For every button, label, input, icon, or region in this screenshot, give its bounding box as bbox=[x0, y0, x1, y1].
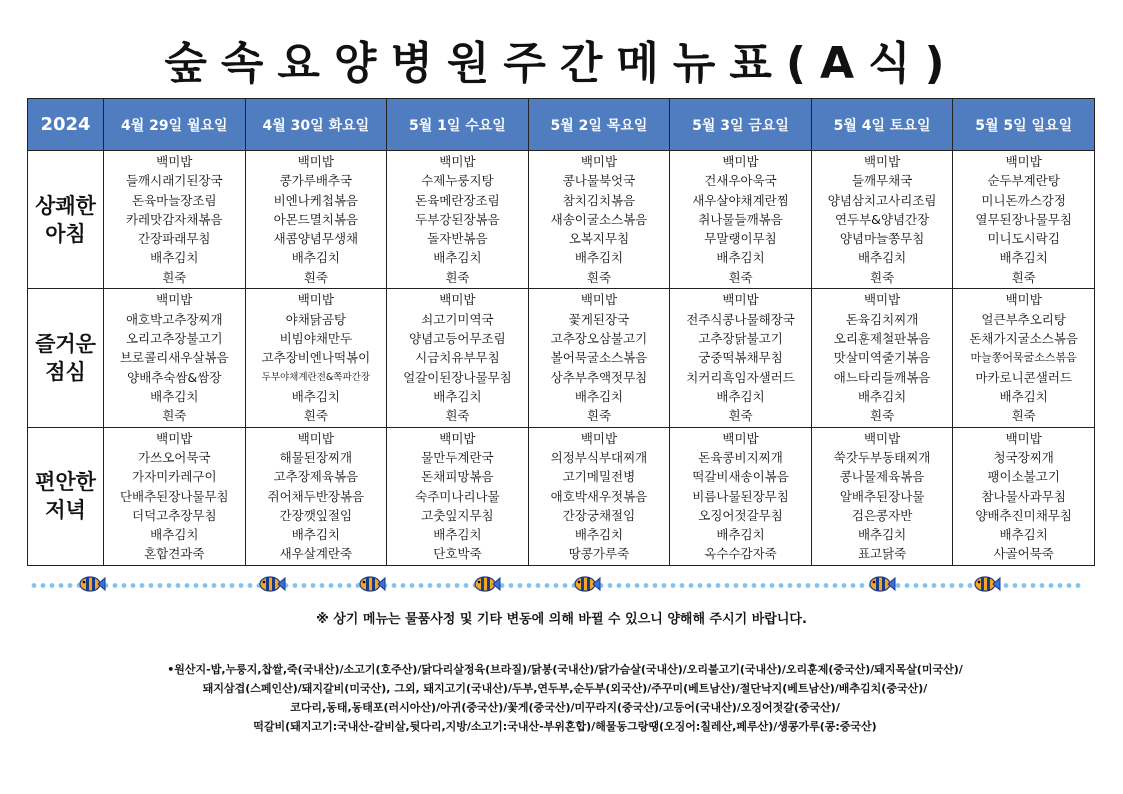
bubble-dot bbox=[554, 583, 559, 588]
menu-item: 참나물사과무침 bbox=[981, 488, 1066, 504]
fish-icon bbox=[870, 577, 895, 591]
menu-item: 오리훈제철판볶음 bbox=[833, 330, 931, 346]
menu-item: 양념고등어무조림 bbox=[409, 330, 506, 346]
menu-item: 표고닭죽 bbox=[857, 546, 907, 562]
bubble-dot bbox=[50, 583, 55, 588]
bubble-dot bbox=[743, 583, 748, 588]
menu-item: 알배추된장나물 bbox=[839, 488, 925, 504]
menu-item: 애느타리들깨볶음 bbox=[833, 369, 931, 385]
bubble-dot bbox=[707, 583, 712, 588]
menu-item: 미니돈까스강정 bbox=[981, 192, 1066, 208]
bubble-dot bbox=[464, 583, 469, 588]
menu-item: 흰죽 bbox=[162, 408, 187, 424]
menu-item: 얼갈이된장나물무침 bbox=[403, 369, 512, 385]
bubble-dot bbox=[230, 583, 235, 588]
bubble-dot bbox=[1013, 583, 1018, 588]
menu-item: 간장깻잎절임 bbox=[279, 507, 353, 523]
bubble-dot bbox=[698, 583, 703, 588]
bubble-dot bbox=[914, 583, 919, 588]
bubble-dot bbox=[302, 583, 307, 588]
meal-row bbox=[28, 427, 1095, 565]
menu-item: 순두부계란탕 bbox=[987, 173, 1060, 189]
bubble-dot bbox=[428, 583, 433, 588]
menu-item: 배추김치 bbox=[574, 527, 624, 543]
menu-item: 백미밥 bbox=[863, 154, 901, 169]
menu-cell bbox=[811, 151, 953, 289]
menu-item: 백미밥 bbox=[439, 292, 476, 308]
menu-item: 배추김치 bbox=[291, 527, 340, 543]
meal-label bbox=[28, 427, 104, 565]
bubble-dot bbox=[59, 583, 64, 588]
menu-item: 볼어묵굴소스볶음 bbox=[550, 350, 648, 366]
menu-item: 백미밥 bbox=[580, 430, 618, 446]
menu-item: 돈육마늘장조림 bbox=[132, 192, 217, 208]
menu-item: 단호박죽 bbox=[433, 546, 482, 562]
menu-item: 흰죽 bbox=[728, 408, 753, 424]
menu-item: 마카로니콘샐러드 bbox=[975, 369, 1072, 385]
menu-item: 수제누룽지탕 bbox=[421, 173, 494, 189]
menu-item: 백미밥 bbox=[580, 292, 618, 308]
meal-label-line: 저녁 bbox=[45, 498, 86, 523]
menu-item: 새송이굴소스볶음 bbox=[550, 211, 648, 227]
fish-icon bbox=[80, 577, 105, 591]
menu-item: 배추김치 bbox=[999, 388, 1048, 404]
menu-cell bbox=[528, 289, 670, 427]
bubble-dot bbox=[1022, 583, 1027, 588]
menu-cell bbox=[387, 289, 529, 427]
meal-label-line: 즐거운 bbox=[35, 331, 96, 356]
menu-item: 배추김치 bbox=[999, 527, 1048, 543]
bubble-dot bbox=[1004, 583, 1009, 588]
menu-item: 백미밥 bbox=[156, 292, 193, 308]
day-header: 5월 5일 일요일 bbox=[953, 99, 1095, 151]
day-header: 4월 29일 월요일 bbox=[104, 99, 246, 151]
menu-item: 콩나물북엇국 bbox=[562, 173, 636, 189]
menu-item: 고추장닭불고기 bbox=[698, 330, 783, 346]
menu-item: 오리고추장불고기 bbox=[125, 330, 223, 346]
notice-text: ※ 상기 메뉴는 물품사정 및 기타 변동에 의해 바뀔 수 있으니 양해해 주시기 바랍니다. bbox=[316, 612, 807, 627]
menu-item: 백미밥 bbox=[439, 430, 476, 446]
menu-item: 백미밥 bbox=[722, 430, 759, 446]
menu-item: 백미밥 bbox=[1005, 154, 1042, 169]
bubble-dot bbox=[320, 583, 325, 588]
menu-item: 건새우아욱국 bbox=[704, 173, 777, 189]
menu-cell bbox=[670, 289, 812, 427]
menu-item: 혼합견과죽 bbox=[144, 546, 205, 562]
bubble-dot bbox=[140, 583, 145, 588]
bubble-dot bbox=[338, 583, 343, 588]
menu-item: 흰죽 bbox=[445, 269, 470, 285]
menu-item: 배추김치 bbox=[857, 250, 907, 266]
menu-item: 해물된장찌개 bbox=[279, 449, 353, 465]
menu-item: 돈채피망볶음 bbox=[421, 469, 494, 485]
bubble-dot bbox=[896, 583, 901, 588]
menu-item: 얼큰부추오리탕 bbox=[981, 311, 1066, 327]
menu-item: 고추장오삼불고기 bbox=[550, 330, 648, 346]
menu-item: 단배추된장나물무침 bbox=[119, 488, 229, 504]
menu-item: 브로콜리새우살볶음 bbox=[119, 350, 229, 366]
menu-item: 땅콩가루죽 bbox=[568, 546, 630, 562]
bubble-dot bbox=[842, 583, 847, 588]
bubble-dot bbox=[680, 583, 685, 588]
bubble-dot bbox=[716, 583, 721, 588]
menu-item: 백미밥 bbox=[156, 154, 193, 169]
menu-item: 배추김치 bbox=[433, 388, 482, 404]
meal-label-line: 아침 bbox=[45, 221, 86, 246]
bubble-dot bbox=[563, 583, 568, 588]
bubble-dot bbox=[437, 583, 442, 588]
meal-row bbox=[28, 289, 1095, 427]
menu-cell bbox=[245, 151, 387, 289]
menu-cell bbox=[104, 427, 246, 565]
bubble-dot bbox=[644, 583, 649, 588]
menu-item: 백미밥 bbox=[722, 292, 759, 308]
bubble-dot bbox=[815, 583, 820, 588]
menu-item: 백미밥 bbox=[297, 154, 334, 169]
header-row bbox=[28, 99, 1095, 151]
bubble-dot bbox=[410, 583, 415, 588]
bubble-dot bbox=[248, 583, 253, 588]
menu-item: 배추김치 bbox=[433, 250, 482, 266]
bubble-dot bbox=[725, 583, 730, 588]
menu-item: 배추김치 bbox=[291, 250, 340, 266]
menu-item: 쇠고기미역국 bbox=[421, 311, 494, 327]
menu-cell bbox=[953, 427, 1095, 565]
menu-item: 흰죽 bbox=[445, 408, 470, 424]
bubble-dot bbox=[149, 583, 154, 588]
menu-item: 돈육메란장조림 bbox=[415, 192, 500, 208]
menu-item: 흰죽 bbox=[1011, 269, 1036, 285]
bubble-dot bbox=[212, 583, 217, 588]
bubble-dot bbox=[203, 583, 208, 588]
menu-item: 검은콩자반 bbox=[851, 507, 913, 523]
weekly-menu-table bbox=[27, 98, 1095, 566]
bubble-dot bbox=[950, 583, 955, 588]
menu-item: 꽃게된장국 bbox=[568, 311, 630, 327]
menu-item: 시금치유부무침 bbox=[415, 350, 500, 366]
bubble-dot bbox=[806, 583, 811, 588]
bubble-dot bbox=[509, 583, 514, 588]
bubble-dot bbox=[221, 583, 226, 588]
menu-item: 팽이소불고기 bbox=[987, 469, 1060, 485]
menu-item: 배추김치 bbox=[716, 388, 765, 404]
bubble-dot bbox=[293, 583, 298, 588]
menu-item: 배추김치 bbox=[574, 388, 624, 404]
meal-label-line: 점심 bbox=[45, 359, 86, 384]
menu-item: 연두부&양념간장 bbox=[834, 211, 930, 227]
menu-item: 배추김치 bbox=[857, 388, 907, 404]
menu-cell bbox=[811, 427, 953, 565]
meal-row bbox=[28, 151, 1095, 289]
menu-item: 배추김치 bbox=[857, 527, 907, 543]
bubble-dot bbox=[329, 583, 334, 588]
menu-item: 배추김치 bbox=[291, 388, 340, 404]
menu-item: 흰죽 bbox=[586, 269, 612, 285]
menu-item: 흰죽 bbox=[728, 269, 753, 285]
menu-item: 카레맛감자채볶음 bbox=[125, 211, 223, 227]
menu-cell bbox=[953, 151, 1095, 289]
menu-item: 오징어젓갈무침 bbox=[698, 507, 783, 523]
bubble-dot bbox=[626, 583, 631, 588]
menu-item: 두부야채계란전&쪽파간장 bbox=[261, 371, 371, 383]
bubble-dot bbox=[455, 583, 460, 588]
bubble-dot bbox=[788, 583, 793, 588]
menu-item: 백미밥 bbox=[439, 154, 476, 169]
bubble-dot bbox=[1031, 583, 1036, 588]
bubble-dot bbox=[32, 583, 37, 588]
bubble-dot bbox=[311, 583, 316, 588]
meal-label-line: 상쾌한 bbox=[35, 193, 96, 218]
bubble-dot bbox=[617, 583, 622, 588]
day-header: 5월 2일 목요일 bbox=[528, 99, 670, 151]
menu-cell bbox=[245, 289, 387, 427]
menu-item: 양배추진미채무침 bbox=[975, 507, 1072, 523]
menu-item: 전주식콩나물해장국 bbox=[686, 311, 795, 327]
bubble-dot bbox=[860, 583, 865, 588]
menu-item: 애호박고추장찌개 bbox=[125, 311, 223, 327]
menu-item: 숙주미나리나물 bbox=[415, 488, 500, 504]
menu-item: 흰죽 bbox=[870, 269, 895, 285]
bubble-dot bbox=[122, 583, 127, 588]
bubble-dot bbox=[833, 583, 838, 588]
bubble-dot bbox=[779, 583, 784, 588]
menu-item: 치커리흑임자샐러드 bbox=[686, 369, 795, 385]
menu-item: 들깨시래기된장국 bbox=[125, 173, 223, 189]
origin-line: 돼지삼겹(스페인산)/돼지갈비(미국산), 그외, 돼지고기(국내산)/두부,연두부,순두부(외국산)/주꾸미(베트남산)/절단낙지(베트남산)/배추김치(중국산)/ bbox=[202, 682, 928, 695]
menu-item: 백미밥 bbox=[1005, 292, 1042, 308]
menu-item: 애호박새우젓볶음 bbox=[550, 488, 648, 504]
menu-item: 고기메밀전병 bbox=[562, 469, 636, 485]
bubble-dot bbox=[446, 583, 451, 588]
menu-cell bbox=[104, 151, 246, 289]
menu-item: 백미밥 bbox=[722, 154, 759, 169]
menu-cell bbox=[953, 289, 1095, 427]
bubble-dot bbox=[968, 583, 973, 588]
menu-item: 백미밥 bbox=[297, 292, 334, 308]
bubble-dot bbox=[1076, 583, 1081, 588]
menu-item: 돈채가지굴소스볶음 bbox=[969, 330, 1079, 346]
fish-icon bbox=[575, 577, 600, 591]
menu-item: 흰죽 bbox=[1011, 408, 1036, 424]
menu-item: 양배추숙쌈&쌈장 bbox=[127, 369, 222, 385]
menu-item: 더덕고추장무침 bbox=[132, 507, 217, 523]
bubble-dot bbox=[1049, 583, 1054, 588]
bubble-dot bbox=[167, 583, 172, 588]
menu-item: 돈육콩비지찌개 bbox=[698, 449, 783, 465]
menu-item: 떡갈비새송이볶음 bbox=[692, 469, 789, 485]
menu-cell bbox=[670, 427, 812, 565]
bubble-dot bbox=[41, 583, 46, 588]
menu-item: 고추장제육볶음 bbox=[273, 469, 359, 485]
menu-item: 참치김치볶음 bbox=[562, 192, 636, 208]
meal-label bbox=[28, 151, 104, 289]
bubble-dot bbox=[1058, 583, 1063, 588]
bubble-dot bbox=[932, 583, 937, 588]
menu-item: 백미밥 bbox=[1005, 430, 1042, 446]
menu-item: 열무된장나물무침 bbox=[975, 211, 1072, 227]
bubble-dot bbox=[770, 583, 775, 588]
meal-label-line: 편안한 bbox=[35, 470, 96, 495]
menu-item: 쥐어채두반장볶음 bbox=[267, 488, 365, 504]
menu-item: 백미밥 bbox=[297, 430, 334, 446]
menu-cell bbox=[811, 289, 953, 427]
day-header: 5월 3일 금요일 bbox=[670, 99, 812, 151]
menu-item: 배추김치 bbox=[716, 250, 765, 266]
fish-icon bbox=[475, 577, 500, 591]
menu-item: 백미밥 bbox=[156, 430, 193, 446]
bubble-dot bbox=[392, 583, 397, 588]
bubble-dot bbox=[734, 583, 739, 588]
menu-item: 흰죽 bbox=[303, 269, 328, 285]
menu-item: 백미밥 bbox=[580, 154, 618, 169]
bubble-dot bbox=[176, 583, 181, 588]
menu-item: 상추부추액젓무침 bbox=[550, 369, 648, 385]
bubble-dot bbox=[941, 583, 946, 588]
day-header: 4월 30일 화요일 bbox=[245, 99, 387, 151]
menu-item: 배추김치 bbox=[150, 527, 199, 543]
bubble-dot bbox=[194, 583, 199, 588]
bubble-dot bbox=[923, 583, 928, 588]
menu-item: 고춧잎지무침 bbox=[421, 507, 494, 523]
menu-item: 양념삼치고사리조림 bbox=[827, 192, 937, 208]
menu-item: 배추김치 bbox=[150, 388, 199, 404]
bubble-dot bbox=[1040, 583, 1045, 588]
menu-cell bbox=[387, 427, 529, 565]
bubble-dot bbox=[635, 583, 640, 588]
menu-item: 비빔야채만두 bbox=[279, 330, 353, 346]
menu-item: 사골어묵죽 bbox=[993, 546, 1054, 562]
bubble-dot bbox=[113, 583, 118, 588]
bubble-dot bbox=[653, 583, 658, 588]
bubble-dot bbox=[158, 583, 163, 588]
bubble-dot bbox=[518, 583, 523, 588]
bubble-dot bbox=[662, 583, 667, 588]
menu-item: 배추김치 bbox=[716, 527, 765, 543]
origin-line: •원산지-밥,누룽지,찹쌀,죽(국내산)/소고기(호주산)/닭다리살정육(브라질)/닭봉(국내산)/닭가슴살(국내산)/오리불고기(국내산)/오리훈제(중국산)/돼지목살(미국산)/ bbox=[167, 663, 963, 676]
menu-item: 흰죽 bbox=[586, 408, 612, 424]
bubble-dot bbox=[608, 583, 613, 588]
year-header: 2024 bbox=[28, 99, 104, 151]
menu-item: 오복지무침 bbox=[568, 231, 630, 247]
menu-item: 콩나물제육볶음 bbox=[839, 469, 925, 485]
menu-item: 백미밥 bbox=[863, 292, 901, 308]
fish-icon bbox=[260, 577, 285, 591]
bubble-dot bbox=[536, 583, 541, 588]
bubble-dot bbox=[824, 583, 829, 588]
bubble-dot bbox=[401, 583, 406, 588]
menu-item: 비름나물된장무침 bbox=[692, 488, 789, 504]
bubble-dot bbox=[752, 583, 757, 588]
menu-item: 맛살미역줄기볶음 bbox=[833, 350, 931, 366]
menu-item: 취나물들깨볶음 bbox=[698, 211, 783, 227]
bubble-dot bbox=[347, 583, 352, 588]
menu-item: 돌자반볶음 bbox=[427, 231, 488, 247]
fish-icon bbox=[975, 577, 1000, 591]
menu-item: 두부강된장볶음 bbox=[415, 211, 500, 227]
menu-item: 새우살야채계란찜 bbox=[692, 192, 789, 208]
bubble-dot bbox=[239, 583, 244, 588]
menu-item: 들깨무채국 bbox=[851, 173, 913, 189]
fish-icon bbox=[360, 577, 385, 591]
bubble-dot bbox=[761, 583, 766, 588]
menu-item: 흰죽 bbox=[162, 269, 187, 285]
menu-cell bbox=[670, 151, 812, 289]
bubble-dot bbox=[851, 583, 856, 588]
menu-item: 야채닭곰탕 bbox=[285, 311, 347, 327]
day-header: 5월 1일 수요일 bbox=[387, 99, 529, 151]
menu-cell bbox=[104, 289, 246, 427]
menu-item: 가쓰오어묵국 bbox=[138, 449, 211, 465]
page-title: 숲속요양병원주간메뉴표(A식) bbox=[164, 38, 959, 89]
menu-item: 배추김치 bbox=[150, 250, 199, 266]
bubble-dot bbox=[419, 583, 424, 588]
menu-cell bbox=[387, 151, 529, 289]
menu-item: 간장파래무침 bbox=[138, 231, 211, 247]
menu-item: 백미밥 bbox=[863, 430, 901, 446]
bubble-dot bbox=[959, 583, 964, 588]
menu-item: 새우살계란죽 bbox=[279, 546, 353, 562]
menu-item: 콩가루배추국 bbox=[279, 173, 353, 189]
menu-item: 흰죽 bbox=[870, 408, 895, 424]
menu-item: 궁중떡볶채무침 bbox=[698, 350, 783, 366]
menu-item: 가자미카레구이 bbox=[132, 469, 217, 485]
bubble-dot bbox=[68, 583, 73, 588]
menu-item: 양념마늘쫑무침 bbox=[839, 231, 925, 247]
fish-bubble-divider bbox=[30, 574, 1090, 594]
bubble-dot bbox=[905, 583, 910, 588]
menu-item: 물만두계란국 bbox=[421, 449, 494, 465]
menu-item: 의정부식부대찌개 bbox=[550, 449, 648, 465]
bubble-dot bbox=[545, 583, 550, 588]
menu-item: 흰죽 bbox=[303, 408, 328, 424]
meal-label bbox=[28, 289, 104, 427]
bubble-dot bbox=[671, 583, 676, 588]
menu-item: 배추김치 bbox=[999, 250, 1048, 266]
menu-item: 고추장비엔나떡볶이 bbox=[261, 350, 371, 366]
menu-item: 옥수수감자죽 bbox=[704, 546, 777, 562]
menu-item: 마늘쫑어묵굴소스볶음 bbox=[970, 351, 1077, 365]
menu-cell bbox=[528, 151, 670, 289]
day-header: 5월 4일 토요일 bbox=[811, 99, 953, 151]
menu-cell bbox=[245, 427, 387, 565]
menu-item: 아몬드멸치볶음 bbox=[273, 211, 359, 227]
menu-item: 청국장찌개 bbox=[993, 449, 1054, 465]
menu-item: 새콤양념무생채 bbox=[273, 231, 359, 247]
bubble-dot bbox=[797, 583, 802, 588]
origin-info bbox=[40, 660, 1090, 736]
menu-item: 무말랭이무침 bbox=[704, 231, 777, 247]
bubble-dot bbox=[185, 583, 190, 588]
bubble-dot bbox=[131, 583, 136, 588]
bubble-dot bbox=[689, 583, 694, 588]
origin-line: 떡갈비(돼지고기:국내산-갈비살,뒷다리,지방/소고기:국내산-부위혼합)/해물동그랑땡(오징어:칠레산,페루산)/생콩가루(콩:중국산) bbox=[253, 720, 877, 733]
menu-item: 배추김치 bbox=[433, 527, 482, 543]
menu-item: 쑥갓두부동태찌개 bbox=[833, 449, 931, 465]
menu-item: 돈육김치찌개 bbox=[845, 311, 919, 327]
bubble-dot bbox=[1067, 583, 1072, 588]
menu-item: 간장궁채절임 bbox=[562, 507, 636, 523]
menu-cell bbox=[528, 427, 670, 565]
bubble-dot bbox=[527, 583, 532, 588]
menu-item: 미니도시락김 bbox=[987, 231, 1060, 247]
menu-item: 비엔나케첩볶음 bbox=[273, 192, 359, 208]
origin-line: 코다리,동태,동태포(러시아산)/아귀(중국산)/꽃게(중국산)/미꾸라지(중국산)/고등어(국내산)/오징어젓갈(중국산)/ bbox=[290, 701, 840, 714]
menu-item: 배추김치 bbox=[574, 250, 624, 266]
